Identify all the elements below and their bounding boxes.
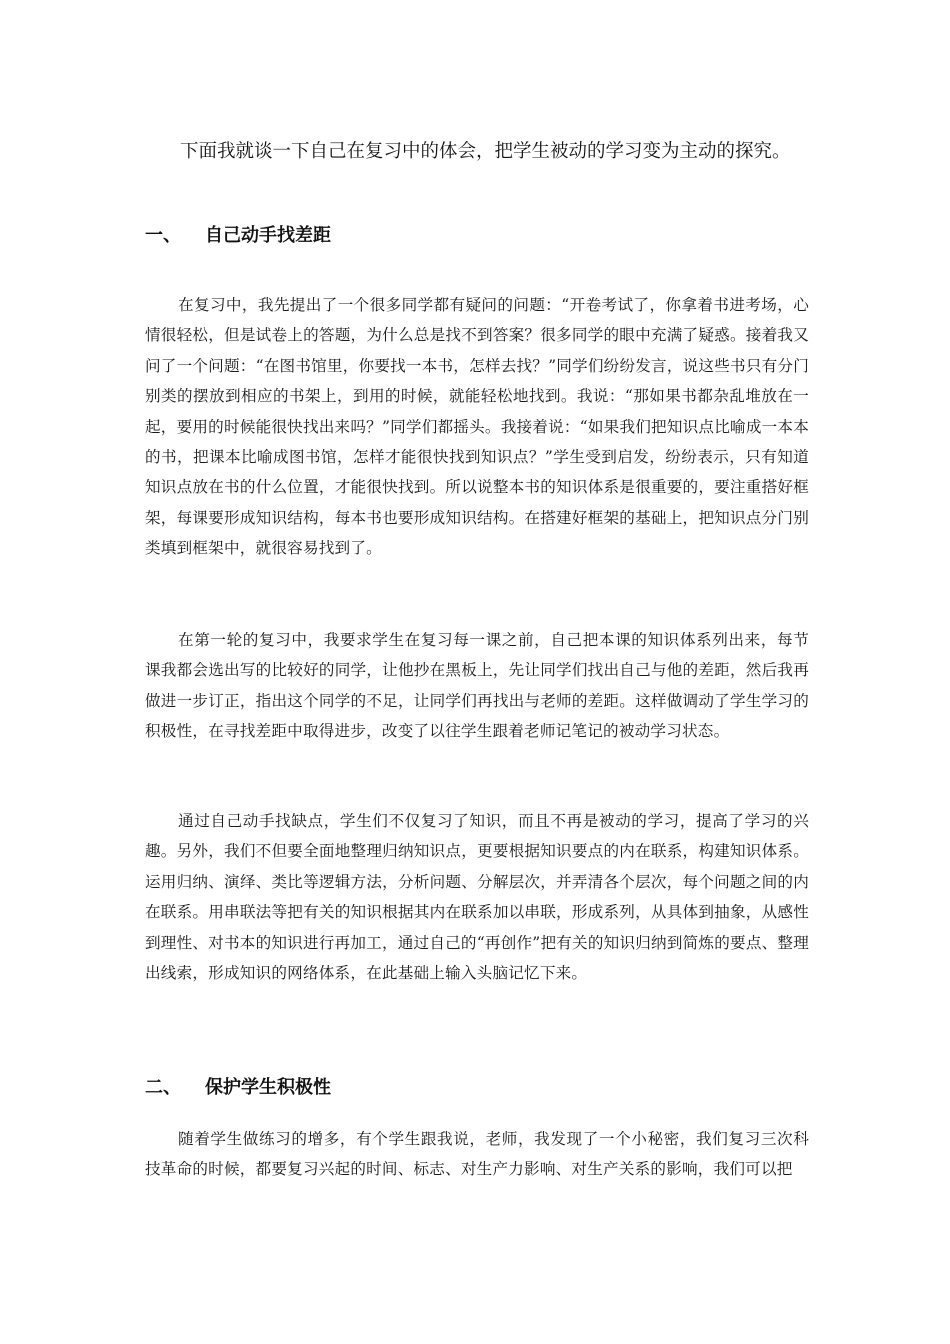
section-number-1: 一、 xyxy=(145,225,181,246)
body-paragraph-1: 在复习中，我先提出了一个很多同学都有疑问的问题：“开卷考试了，你拿着书进考场，心情很轻松，但是试卷上的答题，为什么总是找不到答案？很多同学的眼中充满了疑惑。接着我又问了一个问题：“在图书馆里，你要找一本书，怎样去找？”同学们纷纷发言，说这些书只有分门别类的摆放到相应的书架上，到用的时候，就能轻松地找到。我说：“那如果书都杂乱堆放在一起，要用的时候能很快找出来吗？”同学们都摇头。我接着说：“如果我们把知识点比喻成一本本的书，把课本比喻成图书馆，怎样才能很快找到知识点？”学生受到启发，纷纷表示，只有知道知识点放在书的什么位置，才能很快找到。所以说整本书的知识体系是很重要的，要注重搭好框架，每课要形成知识结构，每本书也要形成知识结构。在搭建好框架的基础上，把知识点分门别类填到框架中，就很容易找到了。 xyxy=(145,296,809,558)
body-paragraph-4: 随着学生做练习的增多，有个学生跟我说，老师，我发现了一个小秘密，我们复习三次科技革命的时候，都要复习兴起的时间、标志、对生产力影响、对生产关系的影响，我们可以把 xyxy=(145,1130,809,1179)
section-heading-1 xyxy=(145,221,331,251)
section-number-2: 二、 xyxy=(145,1077,181,1098)
section-heading-2 xyxy=(145,1073,331,1103)
body-paragraph-3: 通过自己动手找缺点，学生们不仅复习了知识，而且不再是被动的学习，提高了学习的兴趣。另外，我们不但要全面地整理归纳知识点，更要根据知识要点的内在联系，构建知识体系。运用归纳、演绎、类比等逻辑方法，分析问题、分解层次，并弄清各个层次，每个问题之间的内在联系。用串联法等把有关的知识根据其内在联系加以串联，形成系列，从具体到抽象，从感性到理性、对书本的知识进行再加工，通过自己的“再创作”把有关的知识归纳到简炼的要点、整理出线索，形成知识的网络体系，在此基础上输入头脑记忆下来。 xyxy=(145,812,809,983)
intro-sentence: 下面我就谈一下自己在复习中的体会，把学生被动的学习变为主动的探究。 xyxy=(180,141,791,162)
body-paragraph-2: 在第一轮的复习中，我要求学生在复习每一课之前，自己把本课的知识体系列出来，每节课我都会选出写的比较好的同学，让他抄在黑板上，先让同学们找出自己与他的差距，然后我再做进一步订正，指出这个同学的不足，让同学们再找出与老师的差距。这样做调动了学生学习的积极性，在寻找差距中取得进步，改变了以往学生跟着老师记笔记的被动学习状态。 xyxy=(145,631,809,741)
section-title-2: 保护学生积极性 xyxy=(205,1077,331,1098)
section-title-1: 自己动手找差距 xyxy=(205,225,331,246)
